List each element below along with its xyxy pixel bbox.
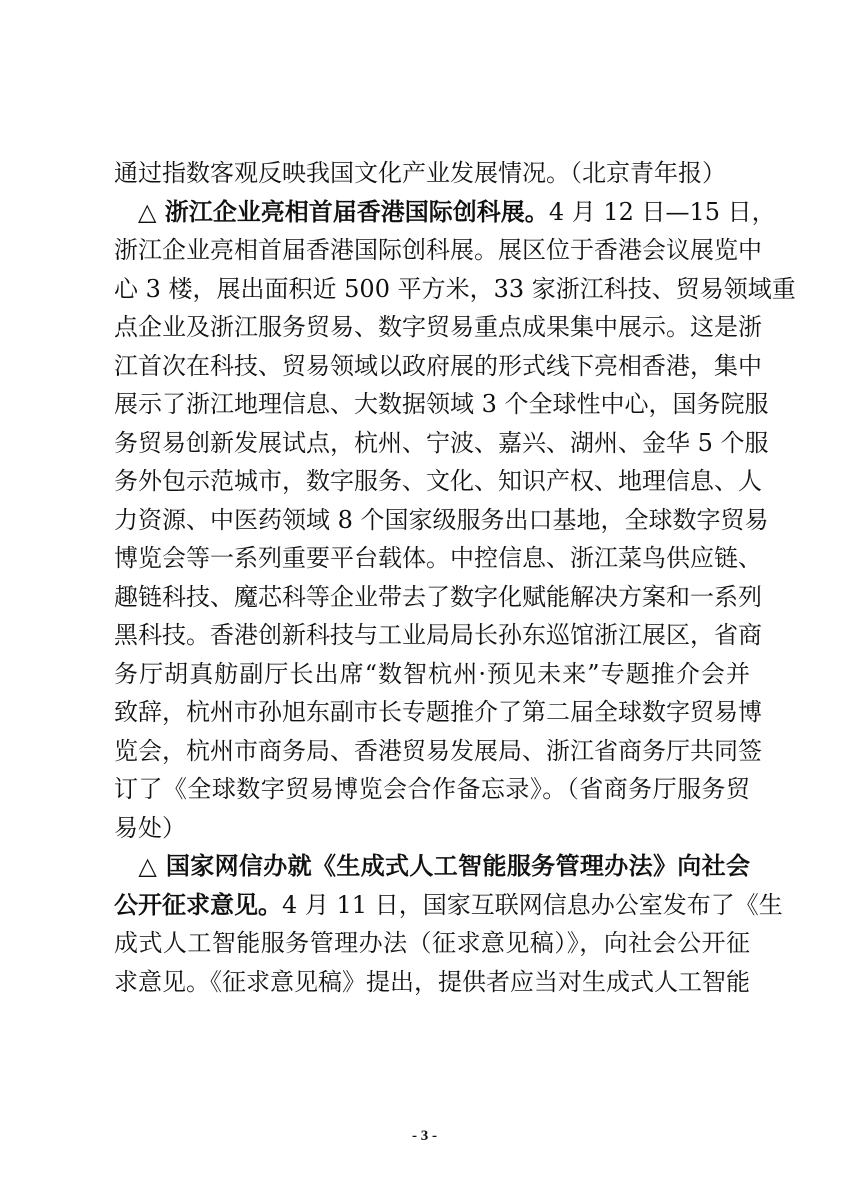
text-line [114, 692, 762, 732]
body-text: 务厅胡真舫副厅长出席“数智杭州·预见未来”专题推介会并 [114, 659, 750, 688]
text-line [114, 346, 762, 386]
body-text: 黑科技。香港创新科技与工业局局长孙东巡馆浙江展区，省商 [114, 621, 762, 649]
body-text: 心 3 楼，展出面积近 500 平方米，33 家浙江科技、贸易领域重 [114, 274, 796, 303]
body-text: 务外包示范城市，数字服务、文化、知识产权、地理信息、人 [114, 467, 762, 495]
text-line [114, 461, 762, 501]
body-text: 力资源、中医药领域 8 个国家级服务出口基地，全球数字贸易 [114, 505, 769, 534]
body-text: 4 月 12 日—15 日， [548, 197, 776, 226]
text-line [114, 230, 762, 270]
text-line [114, 307, 762, 347]
text-line [114, 538, 762, 578]
body-text: 成式人工智能服务管理办法（征求意见稿）》，向社会公开征 [114, 929, 750, 957]
text-line [114, 500, 769, 540]
body-text: 易处） [114, 813, 186, 842]
text-line [114, 423, 769, 463]
body-text: 展示了浙江地理信息、大数据领域 3 个全球性中心，国务院服 [114, 390, 769, 418]
body-text: 览会，杭州市商务局、香港贸易发展局、浙江省商务厅共同签 [114, 736, 762, 765]
text-line [114, 615, 762, 655]
text-line [114, 269, 796, 309]
text-line [114, 923, 750, 963]
headline-text: △ 浙江企业亮相首届香港国际创科展。 [114, 197, 549, 226]
text-line [114, 192, 776, 232]
text-line [114, 769, 750, 809]
text-line [114, 731, 762, 771]
body-text: 通过指数客观反映我国文化产业发展情况。（北京青年报） [114, 159, 726, 187]
text-line [114, 577, 762, 617]
text-line [114, 808, 186, 848]
body-text: 务贸易创新发展试点，杭州、宁波、嘉兴、湖州、金华 5 个服 [114, 428, 769, 457]
body-text: 订了《全球数字贸易博览会合作备忘录》。（省商务厅服务贸 [114, 775, 750, 803]
body-text: 致辞，杭州市孙旭东副市长专题推介了第二届全球数字贸易博 [114, 698, 762, 726]
body-text: 趣链科技、魔芯科等企业带去了数字化赋能解决方案和一系列 [114, 582, 762, 611]
body-text: 求意见。《征求意见稿》提出，提供者应当对生成式人工智能 [114, 967, 750, 996]
body-text: 4 月 11 日，国家互联网信息办公室发布了《生 [282, 890, 783, 919]
text-line [114, 654, 750, 694]
text-line [114, 962, 750, 1002]
text-line [114, 153, 726, 193]
page-number: - 3 - [412, 1128, 437, 1144]
body-text: 江首次在科技、贸易领域以政府展的形式线下亮相香港，集中 [114, 351, 762, 380]
text-line [114, 846, 750, 886]
body-text: 点企业及浙江服务贸易、数字贸易重点成果集中展示。这是浙 [114, 313, 762, 341]
headline-text: 公开征求意见。 [114, 890, 282, 919]
text-line [114, 384, 769, 424]
headline-text: △ 国家网信办就《生成式人工智能服务管理办法》向社会 [114, 852, 750, 880]
text-line [114, 885, 783, 925]
body-text: 博览会等一系列重要平台载体。中控信息、浙江菜鸟供应链、 [114, 544, 762, 572]
body-text: 浙江企业亮相首届香港国际创科展。展区位于香港会议展览中 [114, 236, 762, 264]
